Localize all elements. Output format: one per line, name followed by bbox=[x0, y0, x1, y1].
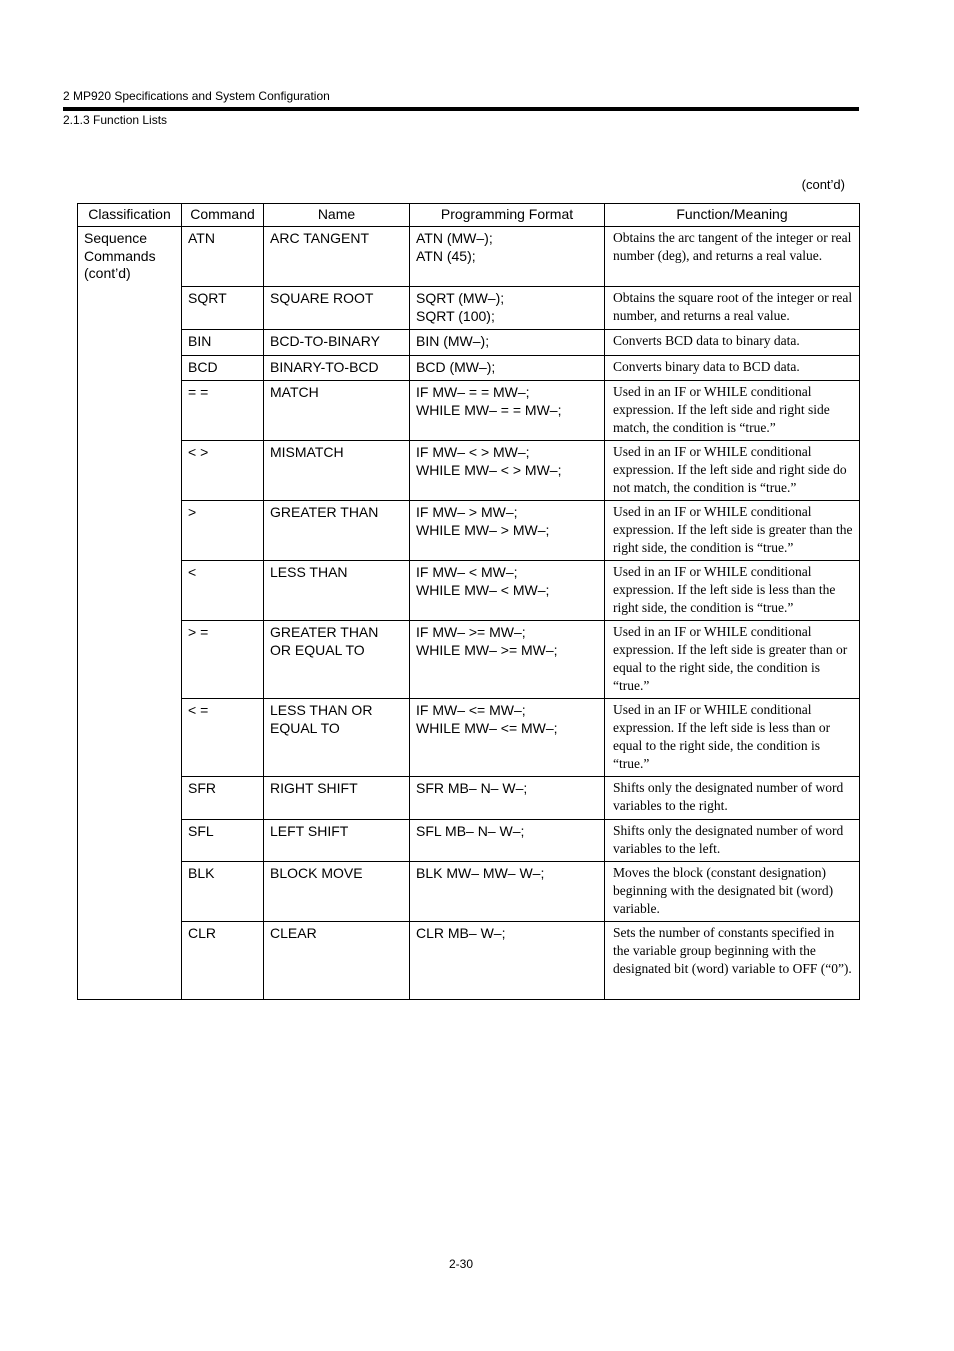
table-header-row bbox=[78, 204, 860, 227]
command-cell: < bbox=[182, 561, 264, 621]
function-meaning-cell: Converts binary data to BCD data. bbox=[605, 355, 860, 381]
classification-text: (cont’d) bbox=[84, 265, 131, 281]
command-cell: SFL bbox=[182, 820, 264, 862]
column-header-programming-format: Programming Format bbox=[410, 204, 605, 227]
function-meaning-cell: Used in an IF or WHILE conditional expression. If the left side is less than the right side, the condition is “true.” bbox=[605, 561, 860, 621]
command-cell: CLR bbox=[182, 922, 264, 1000]
name-cell bbox=[264, 330, 410, 356]
format-text: IF MW– < > MW–; bbox=[416, 444, 530, 460]
name-text: MATCH bbox=[270, 384, 319, 400]
function-meaning-cell: Shifts only the designated number of word variables to the right. bbox=[605, 777, 860, 820]
format-text: SQRT (100); bbox=[416, 307, 495, 324]
table-row bbox=[78, 330, 860, 356]
name-text: LEFT SHIFT bbox=[270, 823, 349, 839]
name-cell bbox=[264, 561, 410, 621]
function-meaning-cell: Moves the block (constant designation) beginning with the designated bit (word) variable. bbox=[605, 862, 860, 922]
name-text: OR EQUAL TO bbox=[270, 641, 365, 658]
function-meaning-cell: Used in an IF or WHILE conditional expression. If the left side and right side do not match, the condition is “true.” bbox=[605, 441, 860, 501]
command-cell: BLK bbox=[182, 862, 264, 922]
function-meaning-cell: Sets the number of constants specified in the variable group beginning with the designated bit (word) variable to OFF (“0”). bbox=[605, 922, 860, 1000]
classification-text: Sequence bbox=[84, 230, 148, 246]
name-cell bbox=[264, 227, 410, 287]
format-text: WHILE MW– = = MW–; bbox=[416, 401, 562, 418]
format-text: WHILE MW– > MW–; bbox=[416, 521, 550, 538]
programming-format-cell bbox=[410, 227, 605, 287]
format-text: IF MW– = = MW–; bbox=[416, 384, 530, 400]
table-row bbox=[78, 922, 860, 1000]
header-rule bbox=[63, 107, 859, 111]
format-text: IF MW– <= MW–; bbox=[416, 702, 526, 718]
name-cell bbox=[264, 922, 410, 1000]
command-cell: < > bbox=[182, 441, 264, 501]
programming-format-cell bbox=[410, 862, 605, 922]
table-row bbox=[78, 561, 860, 621]
programming-format-cell bbox=[410, 381, 605, 441]
column-header-classification: Classification bbox=[78, 204, 182, 227]
name-text: EQUAL TO bbox=[270, 719, 340, 736]
classification-text: Commands bbox=[84, 247, 156, 264]
format-text: WHILE MW– <= MW–; bbox=[416, 719, 558, 736]
programming-format-cell bbox=[410, 621, 605, 699]
format-text: BLK MW– MW– W–; bbox=[416, 865, 545, 881]
name-cell bbox=[264, 777, 410, 820]
command-cell: ATN bbox=[182, 227, 264, 287]
format-text: ATN (45); bbox=[416, 247, 476, 264]
function-meaning-cell: Obtains the arc tangent of the integer or real number (deg), and returns a real value. bbox=[605, 227, 860, 287]
function-meaning-cell: Converts BCD data to binary data. bbox=[605, 330, 860, 356]
function-meaning-cell: Shifts only the designated number of word variables to the left. bbox=[605, 820, 860, 862]
format-text: BIN (MW–); bbox=[416, 333, 490, 349]
function-meaning-cell: Used in an IF or WHILE conditional expression. If the left side is greater than the right side, the condition is “true.” bbox=[605, 501, 860, 561]
continued-label: (cont’d) bbox=[801, 177, 845, 192]
table-row bbox=[78, 227, 860, 287]
name-text: LESS THAN OR bbox=[270, 702, 373, 718]
programming-format-cell bbox=[410, 561, 605, 621]
table-row bbox=[78, 699, 860, 777]
command-cell: SQRT bbox=[182, 287, 264, 330]
name-text: SQUARE ROOT bbox=[270, 290, 374, 306]
command-cell: BIN bbox=[182, 330, 264, 356]
format-text: ATN (MW–); bbox=[416, 230, 493, 246]
format-text: CLR MB– W–; bbox=[416, 925, 506, 941]
column-header-name: Name bbox=[264, 204, 410, 227]
name-cell bbox=[264, 699, 410, 777]
name-cell bbox=[264, 621, 410, 699]
classification-cell bbox=[78, 227, 182, 1000]
function-meaning-cell: Used in an IF or WHILE conditional expression. If the left side is greater than or equal to the right side, the condition is “true.” bbox=[605, 621, 860, 699]
column-header-command: Command bbox=[182, 204, 264, 227]
name-cell bbox=[264, 862, 410, 922]
format-text: WHILE MW– < > MW–; bbox=[416, 461, 562, 478]
format-text: WHILE MW– >= MW–; bbox=[416, 641, 558, 658]
command-cell: = = bbox=[182, 381, 264, 441]
section-title: 2.1.3 Function Lists bbox=[63, 113, 168, 127]
name-cell bbox=[264, 287, 410, 330]
column-header-function-meaning: Function/Meaning bbox=[605, 204, 860, 227]
programming-format-cell bbox=[410, 441, 605, 501]
command-cell: SFR bbox=[182, 777, 264, 820]
name-text: BINARY-TO-BCD bbox=[270, 358, 379, 375]
chapter-title: 2 MP920 Specifications and System Configuration bbox=[63, 89, 330, 103]
name-text: ARC TANGENT bbox=[270, 230, 370, 246]
format-text: SFL MB– N– W–; bbox=[416, 823, 525, 839]
format-text: IF MW– < MW–; bbox=[416, 564, 518, 580]
command-cell: BCD bbox=[182, 355, 264, 381]
name-text: MISMATCH bbox=[270, 444, 344, 460]
format-text: SQRT (MW–); bbox=[416, 290, 505, 306]
name-cell bbox=[264, 441, 410, 501]
function-meaning-cell: Used in an IF or WHILE conditional expression. If the left side and right side match, the condition is “true.” bbox=[605, 381, 860, 441]
table-row bbox=[78, 381, 860, 441]
name-text: LESS THAN bbox=[270, 564, 348, 580]
command-cell: > bbox=[182, 501, 264, 561]
table-row bbox=[78, 820, 860, 862]
name-cell bbox=[264, 501, 410, 561]
name-text: CLEAR bbox=[270, 925, 317, 941]
table-row bbox=[78, 355, 860, 381]
name-text: BLOCK MOVE bbox=[270, 865, 363, 881]
command-cell: > = bbox=[182, 621, 264, 699]
format-text: BCD (MW–); bbox=[416, 358, 496, 375]
name-text: BCD-TO-BINARY bbox=[270, 333, 380, 349]
name-text: GREATER THAN bbox=[270, 504, 379, 520]
programming-format-cell bbox=[410, 777, 605, 820]
programming-format-cell bbox=[410, 355, 605, 381]
programming-format-cell bbox=[410, 699, 605, 777]
format-text: SFR MB– N– W–; bbox=[416, 780, 528, 796]
page-number: 2-30 bbox=[448, 1257, 474, 1271]
table-row bbox=[78, 621, 860, 699]
format-text: IF MW– > MW–; bbox=[416, 504, 518, 520]
table-row bbox=[78, 501, 860, 561]
programming-format-cell bbox=[410, 501, 605, 561]
programming-format-cell bbox=[410, 330, 605, 356]
table-row bbox=[78, 287, 860, 330]
programming-format-cell bbox=[410, 287, 605, 330]
function-list-table bbox=[77, 203, 860, 1000]
table-row bbox=[78, 862, 860, 922]
format-text: IF MW– >= MW–; bbox=[416, 624, 526, 640]
function-meaning-cell: Obtains the square root of the integer or real number, and returns a real value. bbox=[605, 287, 860, 330]
command-cell: < = bbox=[182, 699, 264, 777]
name-cell bbox=[264, 355, 410, 381]
programming-format-cell bbox=[410, 922, 605, 1000]
name-cell bbox=[264, 820, 410, 862]
table-row bbox=[78, 441, 860, 501]
table-row bbox=[78, 777, 860, 820]
name-cell bbox=[264, 381, 410, 441]
table-body bbox=[78, 227, 860, 1000]
function-meaning-cell: Used in an IF or WHILE conditional expression. If the left side is less than or equal to the right side, the condition is “true.” bbox=[605, 699, 860, 777]
format-text: WHILE MW– < MW–; bbox=[416, 581, 550, 598]
name-text: GREATER THAN bbox=[270, 624, 379, 640]
programming-format-cell bbox=[410, 820, 605, 862]
name-text: RIGHT SHIFT bbox=[270, 780, 358, 796]
